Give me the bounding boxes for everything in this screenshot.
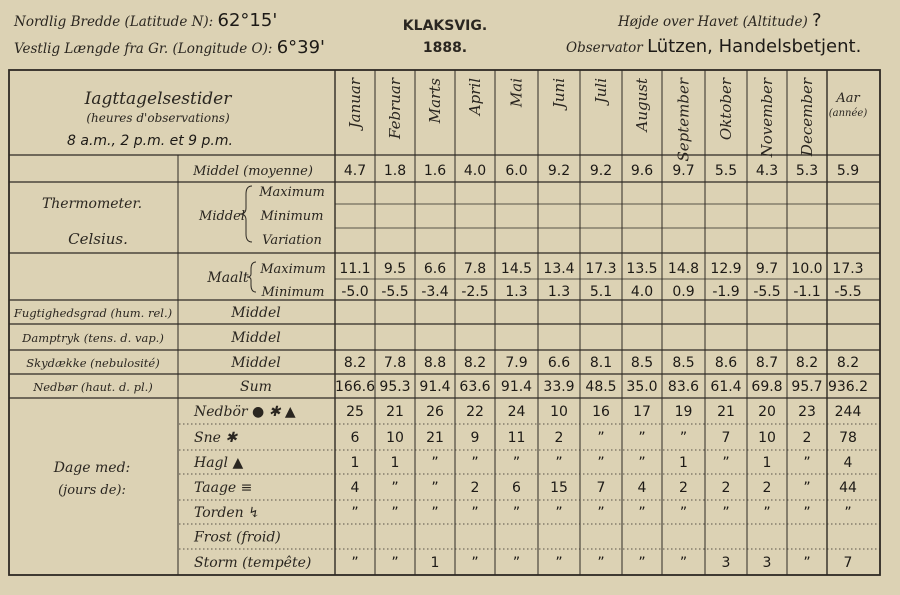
precip-value: 35.0: [626, 379, 658, 395]
thermo-middel-value: 1.6: [423, 163, 447, 179]
days-row-value: 1: [390, 455, 400, 471]
thermo-max-value: 12.9: [710, 261, 742, 277]
thermo-middel-value: 5.3: [795, 163, 819, 179]
days-row-value: ”: [431, 480, 439, 496]
days-row-value: 10: [386, 430, 404, 446]
cloud-value: 8.7: [755, 355, 779, 371]
days-row-value: 3: [762, 555, 772, 571]
thermo-min-value: 1.3: [505, 284, 528, 300]
station-year: 1888.: [422, 40, 468, 56]
days-row-value: 22: [466, 404, 484, 420]
days-row-value: ”: [471, 505, 479, 521]
year-header: Aar: [836, 91, 860, 106]
days-row-value: 4: [350, 480, 360, 496]
days-row-value: ”: [679, 430, 688, 446]
month-header: December: [798, 78, 816, 157]
days-row-value: ”: [597, 555, 605, 571]
days-row-value: ”: [471, 555, 479, 571]
precip-value: 69.8: [751, 379, 783, 395]
thermo-max-value: 10.0: [791, 261, 823, 277]
thermo-min-value: 5.1: [589, 284, 613, 300]
month-header: Marts: [426, 78, 444, 124]
thermo-middel-value: 1.8: [383, 163, 407, 179]
cloud-value: 8.1: [589, 355, 613, 371]
thermo-max-value: 9.5: [383, 261, 407, 277]
precip-value: 83.6: [667, 379, 700, 395]
days-row-value: 21: [426, 430, 444, 446]
year-header-sub: (année): [828, 108, 868, 119]
month-header: Oktober: [717, 78, 735, 141]
days-row-value: ”: [722, 505, 730, 521]
days-row-value: 7: [843, 555, 853, 571]
days-row-value: 1: [762, 455, 772, 471]
observer-label: Observator: [566, 40, 643, 56]
days-row-label: Nedbör ● ✱ ▲: [194, 404, 296, 420]
days-row-value: 7: [596, 480, 606, 496]
days-row-value: 10: [550, 404, 568, 420]
days-row-value: ”: [803, 555, 811, 571]
month-header: September: [674, 78, 693, 162]
cloud-kind: Middel: [231, 355, 281, 371]
thermo-max-value: 11.1: [339, 261, 371, 277]
days-group-sub: (jours de):: [58, 483, 126, 498]
cloud-value: 8.5: [672, 355, 695, 371]
precip-kind: Sum: [240, 379, 272, 395]
days-row-value: 2: [762, 480, 772, 496]
days-row-value: ”: [597, 430, 605, 446]
thermo-middel-value: 9.7: [672, 163, 695, 179]
days-row-value: 25: [346, 404, 364, 420]
days-row-value: 78: [839, 430, 857, 446]
days-row-value: 4: [843, 455, 853, 471]
thermo-middel-value: 9.2: [547, 163, 571, 179]
thermo-min-label: Minimum: [261, 285, 325, 300]
days-row-value: 9: [470, 430, 480, 446]
cloud-value: 8.5: [630, 355, 654, 371]
days-row-label: Taage ≡: [194, 480, 253, 496]
days-row-value: 10: [758, 430, 776, 446]
thermo-min-value: -1.1: [793, 284, 821, 300]
days-row-value: ”: [844, 505, 852, 521]
days-row-value: 44: [839, 480, 857, 496]
days-row-value: 21: [386, 404, 404, 420]
days-row-value: 2: [470, 480, 480, 496]
precip-value: 95.3: [379, 379, 411, 395]
days-row-value: 2: [802, 430, 812, 446]
precip-value: 91.4: [500, 379, 533, 395]
days-row-value: ”: [555, 505, 563, 521]
month-header: Januar: [346, 78, 364, 129]
thermo-max-value: 14.5: [500, 261, 533, 277]
precip-value: 48.5: [585, 379, 617, 395]
precip-value: 33.9: [543, 379, 575, 395]
thermo-max-value: 14.8: [667, 261, 700, 277]
days-row-value: 19: [674, 404, 693, 420]
cloud-value: 8.8: [423, 355, 447, 371]
thermo-middel-value: 4.3: [755, 163, 779, 179]
vapour-label: Damptryk (tens. d. vap.): [22, 331, 164, 345]
month-header: November: [758, 78, 776, 158]
longitude-value: 6°39': [276, 37, 326, 58]
thermo-group-unit: Celsius.: [68, 230, 128, 248]
days-row-value: 17: [633, 404, 651, 420]
days-row-label: Torden ↯: [194, 505, 260, 521]
humidity-kind: Middel: [231, 305, 281, 321]
obs-times-values: 8 a.m., 2 p.m. et 9 p.m.: [67, 133, 233, 149]
days-row-value: 1: [350, 455, 360, 471]
thermo-min-value: -5.5: [753, 284, 781, 300]
thermo-max-label: Maximum: [260, 262, 326, 277]
days-row-value: 2: [679, 480, 688, 496]
thermo-min-value: -5.5: [834, 284, 862, 300]
thermo-bracket-label: Middel: [199, 209, 245, 224]
precip-value: 63.6: [459, 379, 491, 395]
vapour-kind: Middel: [231, 330, 281, 346]
days-row-value: 11: [507, 430, 526, 446]
days-row-value: 23: [798, 404, 816, 420]
days-row-value: ”: [638, 555, 646, 571]
cloud-value: 8.2: [463, 355, 487, 371]
days-row-value: 2: [721, 480, 731, 496]
thermo-maalt-label: Maalt: [207, 270, 249, 286]
days-row-value: ”: [512, 555, 521, 571]
precip-value: 936.2: [827, 379, 869, 395]
thermo-max-value: 6.6: [423, 261, 447, 277]
thermo-min-value: 1.3: [547, 284, 571, 300]
thermo-middel-value: 4.0: [463, 163, 487, 179]
latitude-value: 62°15': [217, 10, 278, 31]
thermo-min-value: -5.0: [341, 284, 369, 300]
brace-mark: [247, 262, 256, 292]
days-row-value: ”: [471, 455, 479, 471]
days-row-value: ”: [555, 555, 563, 571]
thermo-middel-value: 4.7: [343, 163, 367, 179]
observer-value: Lützen, Handelsbetjent.: [647, 36, 862, 57]
altitude-value: ?: [812, 10, 822, 31]
longitude-label: Vestlig Længde fra Gr. (Longitude O):: [14, 41, 273, 57]
days-row-value: 26: [426, 404, 444, 420]
cloud-value: 8.2: [343, 355, 367, 371]
thermo-min-value: -3.4: [421, 284, 449, 300]
days-row-value: 3: [721, 555, 731, 571]
days-row-value: ”: [803, 455, 811, 471]
days-row-value: 20: [758, 404, 776, 420]
days-row-label: Storm (tempête): [194, 555, 312, 571]
thermo-bracket-item: Maximum: [259, 185, 325, 200]
days-row-value: ”: [679, 555, 688, 571]
thermo-bracket-item: Variation: [262, 233, 322, 248]
precip-value: 91.4: [419, 379, 451, 395]
thermo-max-value: 17.3: [585, 261, 617, 277]
days-row-value: ”: [638, 455, 646, 471]
thermo-max-value: 13.5: [626, 261, 658, 277]
days-row-value: 1: [430, 555, 440, 571]
month-header: Juli: [592, 78, 610, 104]
obs-times-title: Iagttagelsestider: [84, 89, 232, 109]
thermo-middel-value: 6.0: [505, 163, 528, 179]
days-row-value: 6: [512, 480, 521, 496]
thermo-max-value: 9.7: [755, 261, 779, 277]
altitude-label: Højde over Havet (Altitude): [618, 14, 808, 30]
days-row-value: ”: [555, 455, 563, 471]
days-row-label: Frost (froid): [194, 529, 281, 546]
days-row-value: ”: [722, 455, 730, 471]
days-row-value: 4: [637, 480, 647, 496]
days-row-value: 21: [717, 404, 735, 420]
days-row-label: Sne ✱: [194, 430, 238, 446]
cloud-value: 8.6: [714, 355, 738, 371]
days-row-value: ”: [803, 505, 811, 521]
days-row-value: 2: [554, 430, 564, 446]
thermo-middel-value: 9.2: [589, 163, 613, 179]
obs-times-subtitle: (heures d'observations): [86, 111, 230, 125]
days-row-label: Hagl ▲: [194, 455, 244, 471]
thermo-max-value: 7.8: [463, 261, 487, 277]
days-row-value: ”: [679, 505, 688, 521]
thermo-min-value: 4.0: [630, 284, 654, 300]
days-row-value: ”: [351, 505, 359, 521]
cloud-value: 7.9: [505, 355, 528, 371]
month-header: Juni: [550, 78, 568, 109]
humidity-label: Fugtighedsgrad (hum. rel.): [13, 306, 173, 320]
thermo-middel-label: Middel (moyenne): [193, 164, 313, 179]
days-row-value: 15: [550, 480, 568, 496]
days-row-value: 1: [679, 455, 688, 471]
days-row-value: 24: [507, 404, 526, 420]
days-row-value: ”: [391, 555, 399, 571]
thermo-max-value: 13.4: [543, 261, 575, 277]
days-row-value: 244: [834, 404, 862, 420]
thermo-min-value: -5.5: [381, 284, 409, 300]
cloud-value: 6.6: [547, 355, 571, 371]
thermo-middel-value: 5.9: [836, 163, 860, 179]
days-row-value: ”: [638, 430, 646, 446]
cloud-label: Skydække (nebulosité): [26, 356, 160, 370]
days-row-value: ”: [597, 505, 605, 521]
days-row-value: ”: [391, 480, 399, 496]
thermo-min-value: -1.9: [712, 284, 740, 300]
cloud-value: 8.2: [795, 355, 819, 371]
precip-value: 166.6: [334, 379, 376, 395]
days-row-value: 7: [721, 430, 731, 446]
days-row-value: ”: [597, 455, 605, 471]
days-row-value: ”: [431, 505, 439, 521]
cloud-value: 8.2: [836, 355, 860, 371]
days-row-value: ”: [351, 555, 359, 571]
thermo-bracket-item: Minimum: [260, 209, 324, 224]
days-group-label: Dage med:: [53, 460, 131, 476]
days-row-value: ”: [638, 505, 646, 521]
days-row-value: ”: [431, 455, 439, 471]
latitude-label: Nordlig Bredde (Latitude N):: [14, 14, 214, 30]
precip-value: 61.4: [710, 379, 742, 395]
thermo-min-value: 0.9: [672, 284, 695, 300]
days-row-value: 6: [350, 430, 360, 446]
days-row-value: ”: [512, 505, 521, 521]
precip-value: 95.7: [791, 379, 823, 395]
thermo-middel-value: 5.5: [714, 163, 738, 179]
days-row-value: ”: [803, 480, 811, 496]
days-row-value: 16: [592, 404, 610, 420]
days-row-value: ”: [763, 505, 771, 521]
days-row-value: ”: [391, 505, 399, 521]
month-header: April: [466, 78, 484, 116]
thermo-max-value: 17.3: [832, 261, 864, 277]
thermo-group-label: Thermometer.: [41, 196, 143, 212]
cloud-value: 7.8: [383, 355, 407, 371]
brace-mark: [240, 186, 252, 242]
precip-label: Nedbør (haut. d. pl.): [33, 380, 153, 394]
month-header: August: [633, 78, 651, 132]
station-name: KLAKSVIG.: [402, 18, 488, 34]
thermo-middel-value: 9.6: [630, 163, 654, 179]
month-header: Mai: [507, 78, 526, 108]
days-row-value: ”: [512, 455, 521, 471]
thermo-min-value: -2.5: [461, 284, 489, 300]
month-header: Februar: [386, 78, 404, 140]
